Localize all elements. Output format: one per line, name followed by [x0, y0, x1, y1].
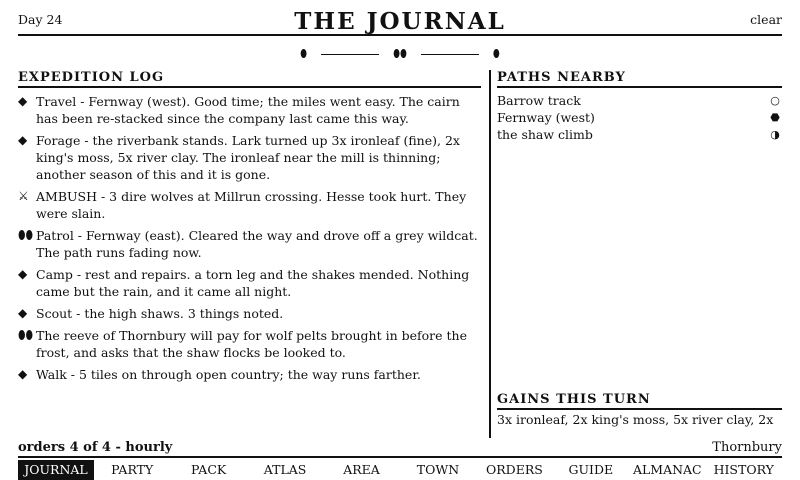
nav-tab-guide[interactable]: GUIDE: [568, 462, 614, 477]
path-list: [497, 92, 782, 143]
ornament-line: [321, 54, 379, 55]
log-entry: [18, 188, 481, 222]
nav-tab-history[interactable]: HISTORY: [713, 462, 774, 477]
pawprint-icon: ⬮⬮: [18, 328, 34, 342]
log-entry-text: AMBUSH - 3 dire wolves at Millrun crossing. Hesse took hurt. They were slain.: [36, 189, 467, 221]
expedition-log-title: EXPEDITION LOG: [18, 70, 481, 88]
diamond-icon: ◆: [18, 94, 28, 108]
filled-circle-icon: ⬣: [770, 111, 780, 124]
diamond-icon: ◆: [18, 306, 28, 320]
log-entry: [18, 227, 481, 261]
path-label: the shaw climb: [497, 127, 593, 142]
weather-status: clear: [750, 12, 782, 27]
path-item[interactable]: [497, 92, 782, 109]
orders-status: orders 4 of 4 - hourly: [18, 440, 173, 455]
path-label: Barrow track: [497, 93, 581, 108]
log-entry: [18, 93, 481, 127]
paths-nearby: [497, 70, 782, 143]
log-entry: [18, 266, 481, 300]
diamond-icon: ◆: [18, 267, 28, 281]
header: [18, 8, 782, 36]
path-item[interactable]: [497, 126, 782, 143]
nav-tab-town[interactable]: TOWN: [416, 462, 460, 477]
empty-circle-icon: ○: [770, 94, 780, 107]
log-entry: [18, 366, 481, 383]
log-entry-text: Travel - Fernway (west). Good time; the miles went easy. The cairn has been re-stacked since the company last came this way.: [36, 94, 460, 126]
status-bar: [18, 438, 782, 458]
diamond-icon: ◆: [18, 133, 28, 147]
path-label: Fernway (west): [497, 110, 595, 125]
pawprint-icon: ⬮⬮: [18, 228, 34, 242]
paths-nearby-title: PATHS NEARBY: [497, 70, 782, 88]
main-nav: [18, 460, 782, 480]
day-counter: Day 24: [18, 12, 63, 27]
nav-tab-orders[interactable]: ORDERS: [486, 462, 543, 477]
title-ornament: [0, 46, 800, 62]
seed-icon: ⬮: [492, 47, 500, 60]
path-item[interactable]: [497, 109, 782, 126]
current-location: Thornbury: [712, 440, 782, 455]
log-entry-text: Forage - the riverbank stands. Lark turned up 3x ironleaf (fine), 2x king's moss, 5x river clay. The ironleaf near the mill is thinning; another season of this and it is gone.: [36, 133, 460, 182]
nav-tab-journal[interactable]: JOURNAL: [18, 460, 94, 480]
diamond-icon: ◆: [18, 367, 28, 381]
nav-tab-almanac[interactable]: ALMANAC: [632, 462, 702, 477]
log-entry: [18, 132, 481, 183]
log-entry: [18, 327, 481, 361]
log-entry-text: The reeve of Thornbury will pay for wolf pelts brought in before the frost, and asks that the shaw flocks be looked to.: [36, 328, 467, 360]
gains-panel: [497, 392, 782, 427]
nav-tab-atlas[interactable]: ATLAS: [263, 462, 307, 477]
expedition-log: [18, 70, 481, 410]
page-title: THE JOURNAL: [294, 8, 506, 35]
nav-tab-pack[interactable]: PACK: [191, 462, 227, 477]
seed-icon: ⬮: [300, 47, 308, 60]
log-entry-text: Walk - 5 tiles on through open country; the way runs farther.: [36, 367, 421, 382]
nav-tab-party[interactable]: PARTY: [111, 462, 154, 477]
log-entries: [18, 93, 481, 383]
crossed-swords-icon: ⚔: [18, 189, 29, 203]
log-entry-text: Camp - rest and repairs. a torn leg and the shakes mended. Nothing came but the rain, and it came all night.: [36, 267, 470, 299]
gains-text: 3x ironleaf, 2x king's moss, 5x river clay, 2x: [497, 412, 774, 427]
nav-tab-area[interactable]: AREA: [343, 462, 380, 477]
half-circle-icon: ◑: [770, 128, 780, 141]
column-divider: [489, 70, 491, 438]
log-entry: [18, 305, 481, 322]
ornament-line: [421, 54, 479, 55]
log-entry-text: Scout - the high shaws. 3 things noted.: [36, 306, 284, 321]
double-seed-icon: ⬮⬮: [393, 47, 407, 60]
gains-title: GAINS THIS TURN: [497, 392, 782, 410]
log-entry-text: Patrol - Fernway (east). Cleared the way and drove off a grey wildcat. The path runs fading now.: [36, 228, 478, 260]
